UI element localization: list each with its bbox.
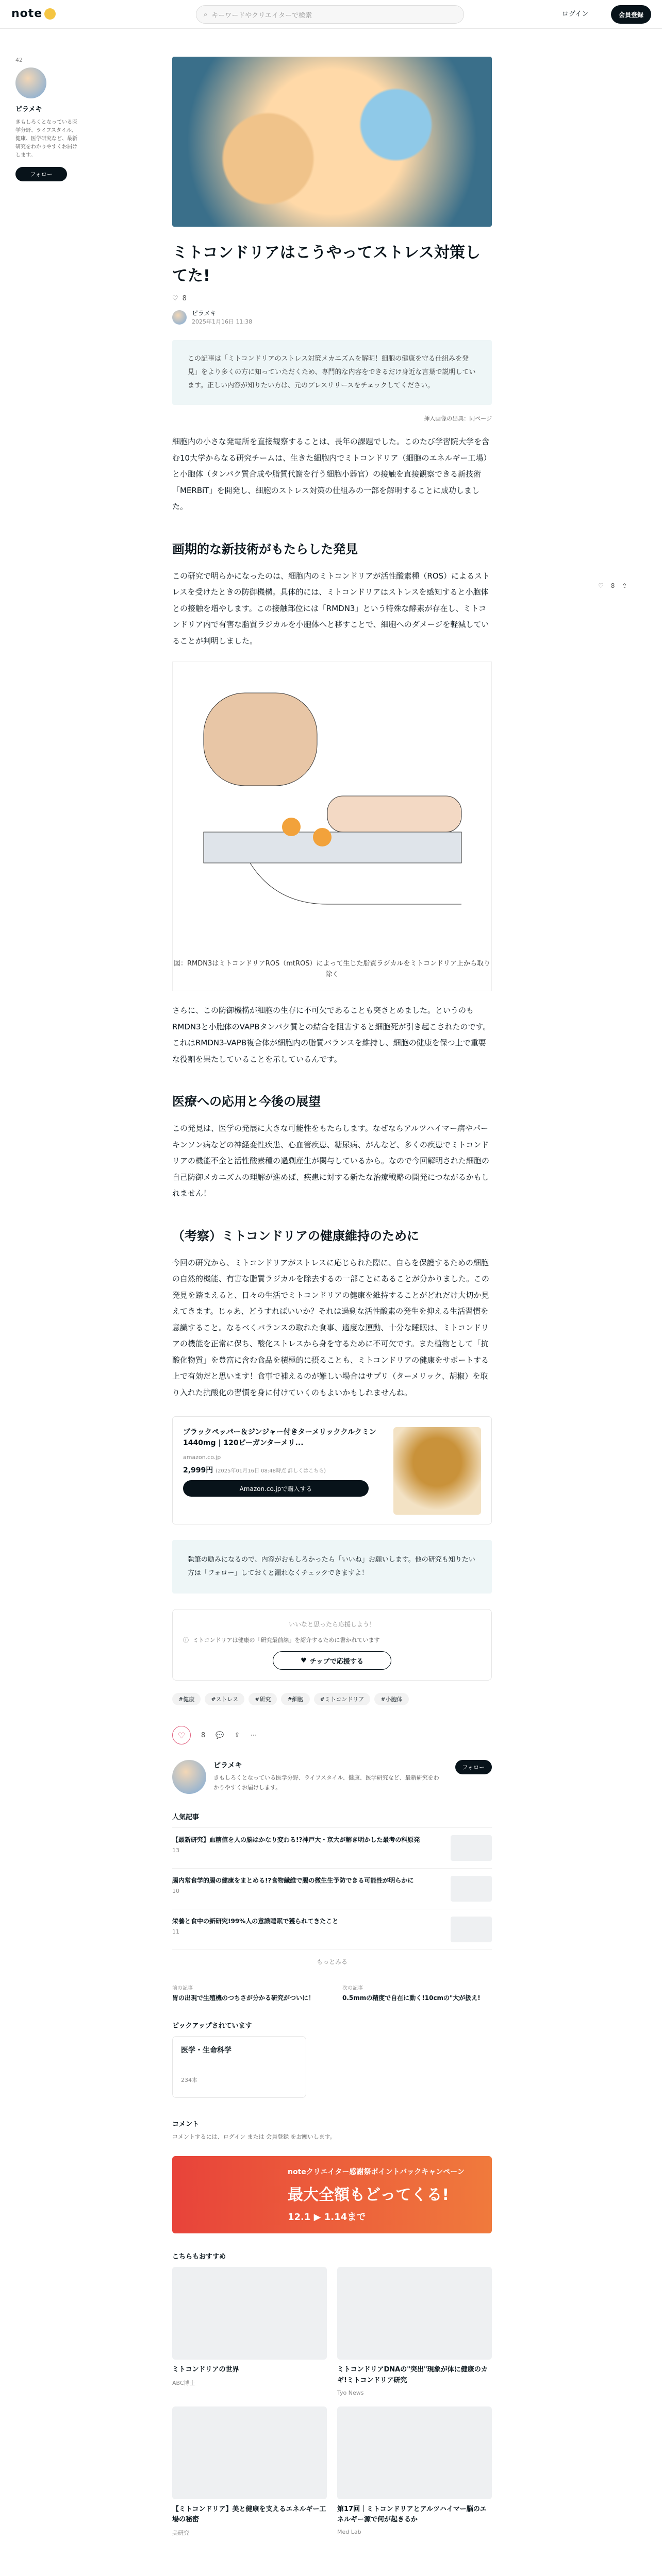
prev-article[interactable]: 前の記事 胃の出現で生殖機のつちさが分かる研究がついに！ (172, 1986, 315, 2002)
rec-card[interactable]: ミトコンドリアDNAの"突出"現象が体に健康のカギ!ミトコンドリア研究 Tyo News (337, 2267, 492, 2396)
like-icon[interactable]: ♡ (598, 582, 604, 589)
popular-item[interactable] (172, 1828, 492, 1869)
profile-follow-button[interactable]: フォロー (455, 1760, 492, 1774)
rec-image[interactable] (172, 2267, 327, 2360)
closing-box: 執筆の励みになるので、内容がおもしろかったら「いいね」お願いします。他の研究も知りたい方は「フォロー」しておくと漏れなくチェックできますよ！ (172, 1540, 492, 1594)
tip-box (172, 1609, 492, 1681)
tip-row: ⓘ ミトコンドリアは健康の「研究最前線」を紹介するために書かれています (183, 1637, 380, 1643)
notice-box: この記事は「ミトコンドリアのストレス対策メカニズムを解明！細胞の健康を守る仕組みを発見」をより多くの方に知っていただくため、専門的な内容をできるだけ身近な言葉で説明しています。正しい内容が知りたい方は、元のプレスリリースをチェックしてください。 (172, 340, 492, 405)
avatar[interactable] (15, 67, 46, 98)
rec-card[interactable]: ミトコンドリアの世界 ABC博士 (172, 2267, 327, 2396)
popular-title: 人気記事 (172, 1814, 200, 1821)
paragraph-survival: さらに、この防御機構が細胞の生存に不可欠であることも突きとめました。というのもRMDN3と小胞体のVAPBタンパク質との結合を阻害すると細胞死が引き起こされたのです。これはRMDN3-VAPB複合体が細胞内の脂質バランスを維持し、細胞の健康を保つ上で重要な役割を果たしていることを示しているんです。 (172, 1006, 491, 1064)
rec-card[interactable]: 【ミトコンドリア】美と健康を支えるエネルギー工場の秘密 美研究 (172, 2406, 327, 2537)
paragraph-consideration: 今回の研究から、ミトコンドリアがストレスに応じられた際に、自らを保護するための細胞の自然的機能、有害な脂質ラジカルを除去するの一部ことにあることが分かりました。この発見を踏まえると、日々の生活でミトコンドリアの健康を維持することがどれだけ大切か見えてきます。じゃあ、どうすればいいか？それは過剰な活性酸素の発生を抑える生活習慣を意識すること。なるべくバランスの取れた食事、適度な運動、十分な睡眠は、ミトコンドリアの機能を正常に保ち、酸化ストレスから身を守るために不可欠です。また植物として「抗酸化物質」を豊富に含む食品を積極的に摂ることも、ミトコンドリアの健康をサポートする上で有効だと思います！食事で補えるのが難しい場合はサプリ（ターメリック、胡椒）を取り入れた抗酸化の習慣を身に付けていくのもよいかもしれませんね。 (172, 1258, 490, 1397)
sidebar-author-name[interactable]: ピラメキ (15, 106, 42, 113)
popular-thumb[interactable] (451, 1835, 492, 1861)
popular-item-title[interactable]: 【最新研究】血糖値を人の脳はかなり変わる!?神戸大・京大が解き明かした最考の科原発 (172, 1836, 420, 1843)
note-logo[interactable] (11, 7, 56, 20)
comments-login-prompt[interactable]: コメントするには、ログイン または 会員登録 をお願いします。 (172, 2133, 336, 2140)
heading-consideration: （考察）ミトコンドリアの健康維持のために (172, 1228, 420, 1243)
banner-line-3: 12.1 ▶ 1.14まで (288, 2212, 366, 2223)
popular-item-count: 13 (172, 1847, 179, 1854)
paragraph-discovery: この研究で明らかになったのは、細胞内のミトコンドリアが活性酸素種（ROS）によるストレスを受けたときの防御機構。具体的には、ミトコンドリアはストレスを感知すると小胞体との接触を増やします。この接触部位には「RMDN3」という特殊な酵素が存在し、ミトコンドリア内で有害な脂質ラジカルを小胞体へと移すことで、細胞へのダメージを軽減していることが判明しました。 (172, 571, 490, 646)
popular-thumb[interactable] (451, 1917, 492, 1942)
tag[interactable]: #小胞体 (374, 1693, 408, 1705)
popular-item-title[interactable]: 腸内常食学的腸の健康をまとめる!?食物繊維で腸の微生生予防できる可能性が明らかに (172, 1877, 414, 1884)
comments-section (172, 2119, 492, 2141)
pickup-card-count: 234本 (181, 2077, 197, 2083)
sidebar (15, 57, 77, 181)
product-image[interactable] (393, 1427, 481, 1515)
figure-diagram (172, 662, 492, 991)
tag[interactable]: #健康 (172, 1693, 201, 1705)
article-nav (172, 1984, 492, 2003)
like-count: 8 (610, 582, 615, 589)
popular-thumb[interactable] (451, 1876, 492, 1902)
hero-image (172, 57, 492, 227)
popular-item-count: 11 (172, 1928, 179, 1936)
like-count-top: 8 (182, 295, 187, 302)
author-name[interactable]: ピラメキ (192, 310, 217, 317)
logo-text: note (11, 7, 43, 20)
campaign-banner[interactable] (172, 2156, 492, 2233)
product-price: 2,999円 (2025年01月16日 08:48時点 詳しくはこちら) (183, 1466, 326, 1475)
tip-question: いいなと思ったら応援しよう！ (288, 1621, 375, 1628)
tag[interactable]: #ストレス (205, 1693, 244, 1705)
article-likes (172, 295, 492, 302)
author-profile (172, 1760, 492, 1794)
pickup-card[interactable] (172, 2036, 306, 2098)
rec-image[interactable] (172, 2406, 327, 2499)
popular-list (172, 1827, 492, 1973)
more-icon[interactable]: ⋯ (250, 1731, 257, 1739)
rec-image[interactable] (337, 2267, 492, 2360)
comments-title: コメント (172, 2121, 200, 2128)
intro-paragraph: 細胞内の小さな発電所を直接観察することは、長年の課題でした。このたび学習院大学を含む10大学からなる研究チームは、生きた細胞内でミトコンドリア（細胞のエネルギー工場）と小胞体（タンパク質合成や脂質代謝を行う細胞小器官）の接触を直接観察できる新技術「MERBiT」を開発し、細胞のストレス対策の仕組みの一部を解明することに成功しました。 (172, 437, 491, 511)
article (172, 57, 492, 2537)
article-title: ミトコンドリアはこうやってストレス対策してた! (172, 244, 481, 285)
popular-item-title[interactable]: 栄養と食中の新研究!99%人の意識睡眠で獲られてきたこと (172, 1918, 339, 1925)
like-count-bottom: 8 (201, 1731, 206, 1739)
tag-list (172, 1693, 492, 1705)
signup-button[interactable]: 会員登録 (611, 5, 651, 24)
heading-discovery: 画期的な新技術がもたらした発見 (172, 541, 358, 556)
pickup-card-title: 医学・生命科学 (181, 2046, 231, 2055)
buy-button[interactable]: Amazon.co.jpで購入する (183, 1480, 369, 1497)
search-icon: ⌕ (204, 10, 208, 19)
popular-item[interactable] (172, 1869, 492, 1909)
tip-button[interactable]: ♥ チップで応援する (273, 1651, 391, 1670)
article-actions (172, 1726, 492, 1744)
pickup-title: ピックアップされています (172, 2022, 252, 2030)
figure-caption: 図：RMDN3はミトコンドリアROS（mtROS）によって生じた脂質ラジカルをミトコンドリア上から取り除く (173, 960, 490, 979)
like-button[interactable]: ♡ (172, 1726, 191, 1744)
rec-card[interactable]: 第17回｜ミトコンドリアとアルツハイマー脳のエネルギー源で何が起きるか Med Lab (337, 2406, 492, 2537)
popular-item-count: 10 (172, 1888, 179, 1895)
popular-more[interactable]: もっとみる (316, 1958, 347, 1965)
product-title[interactable]: ブラックペッパー＆ジンジャー付きターメリッククルクミン1440mg | 120ビーガンターメリ... (183, 1428, 376, 1447)
comment-icon[interactable]: 💬 (216, 1731, 224, 1739)
logo-icon (44, 8, 56, 20)
share-icon[interactable]: ⇪ (234, 1731, 240, 1739)
author-avatar[interactable] (172, 310, 187, 325)
pickup-section (172, 2020, 492, 2098)
rmdn3-diagram (173, 662, 492, 930)
heading-medicine: 医療への応用と今後の展望 (172, 1094, 321, 1109)
article-author (172, 309, 492, 326)
recs-title: こちらもおすすめ (172, 2253, 226, 2261)
sidebar-count: 42 (15, 57, 23, 63)
heart-icon: ♥ (301, 1656, 307, 1665)
sidebar-bio: きもしろくとなっている医学分野、ライフスタイル、健康、医学研究など、最新研究をわかりやすくお届けします。 (15, 120, 77, 158)
rec-image[interactable] (337, 2406, 492, 2499)
next-article[interactable]: 次の記事 0.5mmの精度で自在に動く!10cmの"大が扱え! (342, 1986, 481, 2002)
product-store: amazon.co.jp (183, 1454, 221, 1461)
product-card[interactable] (172, 1416, 492, 1524)
heart-icon[interactable]: ♡ (172, 295, 178, 302)
recommendations (172, 2251, 492, 2537)
floating-actions (598, 582, 627, 589)
header (0, 0, 662, 29)
profile-bio: きもしろくとなっている医学分野、ライフスタイル、健康、医学研究など、最新研究をわかりやすくお届けします。 (213, 1774, 439, 1791)
image-credit: 挿入画像の出典：同ページ (424, 415, 492, 422)
tag[interactable]: #研究 (249, 1693, 277, 1705)
share-icon[interactable]: ⇪ (622, 582, 627, 589)
tag[interactable]: #細胞 (281, 1693, 309, 1705)
sidebar-follow-button[interactable]: フォロー (15, 167, 67, 181)
search-input[interactable] (196, 5, 464, 24)
profile-avatar[interactable] (172, 1760, 206, 1794)
login-link[interactable]: ログイン (562, 10, 589, 18)
paragraph-medicine: この発見は、医学の発展に大きな可能性をもたらします。なぜならアルツハイマー病やパーキンソン病などの神経変性疾患、心血管疾患、糖尿病、がんなど、多くの疾患でミトコンドリアの機能不全と活性酸素種の過剰産生が関与しているから。なので今回解明された細胞の自己防御メカニズムの理解が進めば、疾患に対する新たな治療戦略の開発につながるかもしれません！ (172, 1124, 490, 1198)
tag[interactable]: #ミトコンドリア (314, 1693, 371, 1705)
banner-line-2: 最大全額もどってくる! (288, 2186, 450, 2204)
profile-name[interactable]: ピラメキ (213, 1761, 242, 1770)
popular-item[interactable] (172, 1909, 492, 1950)
publish-date: 2025年1月16日 11:38 (192, 318, 253, 325)
search-placeholder: キーワードやクリエイターで検索 (211, 11, 312, 20)
banner-line-1: noteクリエイター感謝祭ポイントバックキャンペーン (288, 2168, 465, 2176)
info-icon: ⓘ (183, 1637, 189, 1643)
